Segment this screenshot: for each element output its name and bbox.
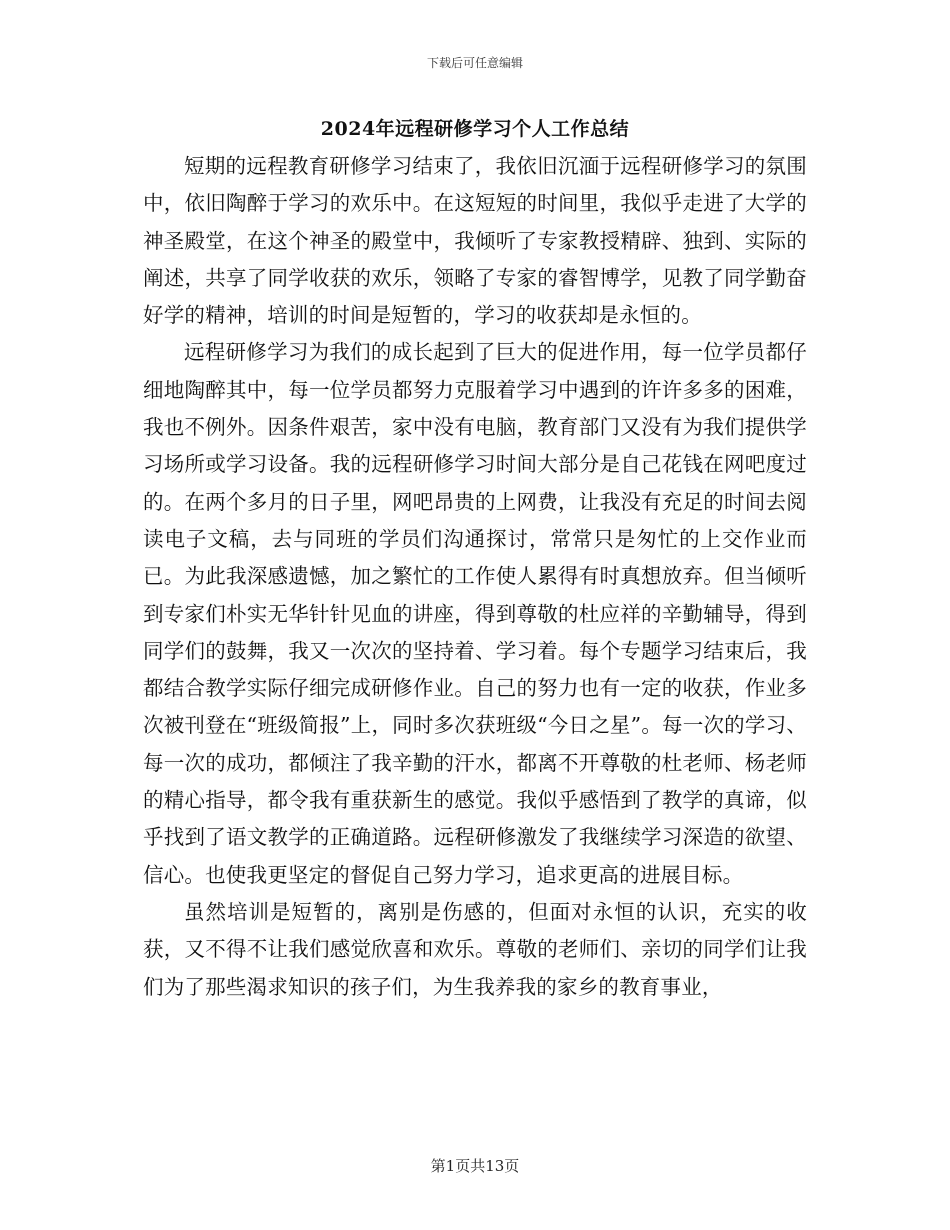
page-footer: 第1页共13页 bbox=[430, 1157, 520, 1175]
paragraph-2: 远程研修学习为我们的成长起到了巨大的促进作用，每一位学员都仔细地陶醉其中，每一位学员都努力克服着学习中遇到的许许多多的困难，我也不例外。因条件艰苦，家中没有电脑，教育部门又没有为我们提供学习场所或学习设备。我的远程研修学习时间大部分是自己花钱在网吧度过的。在两个多月的日子里，网吧昂贵的上网费，让我没有充足的时间去阅读电子文稿，去与同班的学员们沟通探讨，常常只是匆忙的上交作业而已。为此我深感遗憾，加之繁忙的工作使人累得有时真想放弃。但当倾听到专家们朴实无华针针见血的讲座，得到尊敬的杜应祥的辛勤辅导，得到同学们的鼓舞，我又一次次的坚持着、学习着。每个专题学习结束后，我都结合教学实际仔细完成研修作业。自己的努力也有一定的收获，作业多次被刊登在“班级简报”上，同时多次获班级“今日之星”。每一次的学习、每一次的成功，都倾注了我辛勤的汗水，都离不开尊敬的杜老师、杨老师的精心指导，都令我有重获新生的感觉。我似乎感悟到了教学的真谛，似乎找到了语文教学的正确道路。远程研修激发了我继续学习深造的欲望、信心。也使我更坚定的督促自己努力学习，追求更高的进展目标。 bbox=[143, 340, 807, 887]
paragraph-3: 虽然培训是短暂的，离别是伤感的，但面对永恒的认识，充实的收获，又不得不让我们感觉欣喜和欢乐。尊敬的老师们、亲切的同学们让我们为了那些渴求知识的孩子们，为生我养我的家乡的教育事业， bbox=[143, 899, 807, 999]
document-title: 2024年远程研修学习个人工作总结 bbox=[320, 118, 630, 140]
paragraph-1: 短期的远程教育研修学习结束了，我依旧沉湎于远程研修学习的氛围中，依旧陶醉于学习的欢乐中。在这短短的时间里，我似乎走进了大学的神圣殿堂，在这个神圣的殿堂中，我倾听了专家教授精辟、独到、实际的阐述，共享了同学收获的欢乐，领略了专家的睿智博学，见教了同学勤奋好学的精神，培训的时间是短暂的，学习的收获却是永恒的。 bbox=[143, 154, 807, 328]
header-note: 下载后可任意编辑 bbox=[426, 56, 523, 70]
document-body bbox=[143, 148, 807, 1006]
